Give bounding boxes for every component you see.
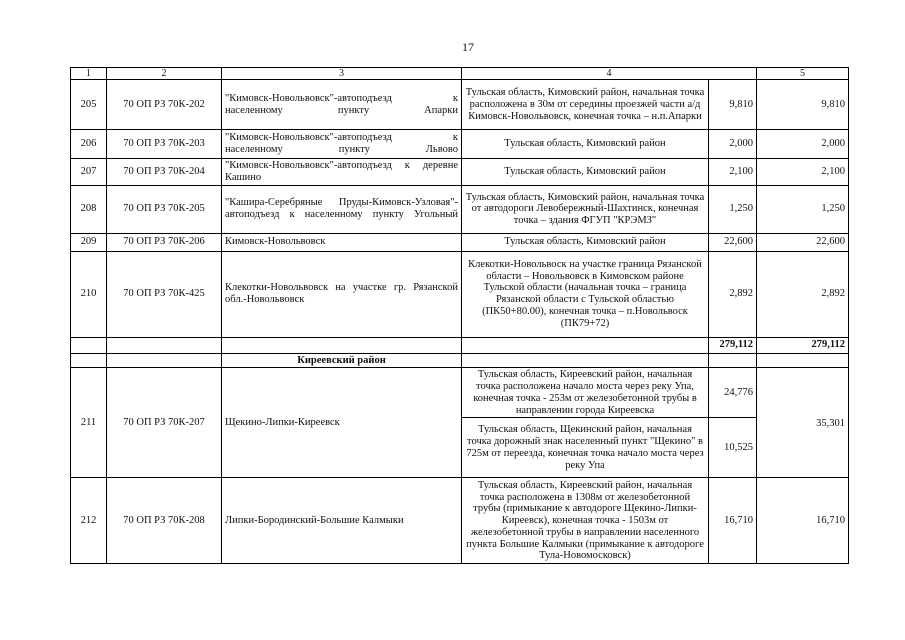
road-total: 2,000: [757, 130, 849, 159]
road-total: 22,600: [757, 233, 849, 251]
road-location: Тульская область, Киреевский район, начальная точка расположена начало моста через реку Упа, конечная точка - 253м от железобетонной трубы в направлении города Киреевска: [462, 368, 709, 418]
road-location: Тульская область, Кимовский район, начальная точка от автодороги Левобережный-Шахтинск, конечная точка – здания ФГУП "КРЭМЗ": [462, 185, 709, 233]
header-col-1: 1: [71, 68, 107, 80]
row-number: 207: [71, 159, 107, 186]
road-code: 70 ОП РЗ 70К-425: [107, 251, 222, 337]
road-length: 10,525: [709, 418, 757, 478]
road-name: Щекино-Липки-Киреевск: [222, 368, 462, 478]
road-code: 70 ОП РЗ 70К-206: [107, 233, 222, 251]
road-name: "Кимовск-Новольвовск"-автоподъезд к деревне Кашино: [222, 159, 462, 186]
road-length: 2,100: [709, 159, 757, 186]
road-total: 9,810: [757, 80, 849, 130]
road-length: 2,892: [709, 251, 757, 337]
road-location: Тульская область, Кимовский район: [462, 159, 709, 186]
road-total: 2,100: [757, 159, 849, 186]
header-col-2: 2: [107, 68, 222, 80]
header-col-4: 4: [462, 68, 757, 80]
header-col-5: 5: [757, 68, 849, 80]
page-number: 17: [462, 40, 474, 54]
road-length: 22,600: [709, 233, 757, 251]
table-row: [71, 368, 849, 418]
road-location: Клекотки-Новольвоск на участке граница Рязанской области – Новольвовск в Кимовском районе Тульской области (начальная точка – граница Рязанской области с Тульской областью (ПК50+80.00), конечная точка – п.Новольвоск (ПК79+72): [462, 251, 709, 337]
row-number: 205: [71, 80, 107, 130]
road-total: 16,710: [757, 478, 849, 564]
road-location: Тульская область, Кимовский район: [462, 233, 709, 251]
row-number: 206: [71, 130, 107, 159]
road-code: 70 ОП РЗ 70К-203: [107, 130, 222, 159]
table-row: [71, 251, 849, 337]
header-row: [71, 68, 849, 80]
road-location: Тульская область, Щекинский район, начальная точка дорожный знак населенный пункт "Щекино" в 725м от переезда, конечная точка начало моста через реку Упа: [462, 418, 709, 478]
table-row: [71, 159, 849, 186]
road-total: 1,250: [757, 185, 849, 233]
district-heading: Киреевский район: [222, 353, 462, 368]
road-length: 2,000: [709, 130, 757, 159]
road-code: 70 ОП РЗ 70К-208: [107, 478, 222, 564]
row-number: 209: [71, 233, 107, 251]
district-row: [71, 353, 849, 368]
road-code: 70 ОП РЗ 70К-207: [107, 368, 222, 478]
road-total: 2,892: [757, 251, 849, 337]
subtotal-length: 279,112: [709, 337, 757, 353]
table-row: [71, 185, 849, 233]
row-number: 211: [71, 368, 107, 478]
road-location: Тульская область, Кимовский район: [462, 130, 709, 159]
table-row: [71, 130, 849, 159]
road-code: 70 ОП РЗ 70К-202: [107, 80, 222, 130]
table-row: [71, 478, 849, 564]
road-name: "Кашира-Серебряные Пруды-Кимовск-Узловая"-автоподъезд к населенному пункту Угольный: [222, 185, 462, 233]
road-total: 35,301: [757, 368, 849, 478]
row-number: 212: [71, 478, 107, 564]
road-location: Тульская область, Кимовский район, начальная точка расположена в 30м от середины проезжей части а/д Кимовск-Новольвовск, конечная точка – н.п.Апарки: [462, 80, 709, 130]
table-row: [71, 80, 849, 130]
road-length: 9,810: [709, 80, 757, 130]
row-number: 210: [71, 251, 107, 337]
header-col-3: 3: [222, 68, 462, 80]
road-length: 16,710: [709, 478, 757, 564]
road-name: Клекотки-Новольвовск на участке гр. Рязанской обл.-Новольвовск: [222, 251, 462, 337]
road-name: "Кимовск-Новольвовск"-автоподъезд к населенному пункту Львово: [222, 130, 462, 159]
row-number: 208: [71, 185, 107, 233]
table-row: [71, 233, 849, 251]
road-name: Кимовск-Новольвовск: [222, 233, 462, 251]
road-code: 70 ОП РЗ 70К-205: [107, 185, 222, 233]
subtotal-row: [71, 337, 849, 353]
road-length: 24,776: [709, 368, 757, 418]
road-length: 1,250: [709, 185, 757, 233]
road-location: Тульская область, Киреевский район, начальная точка расположена в 1308м от железобетонной трубы (примыкание к автодороге Щекино-Липки-Киреевск), конечная точка - 1503м от железобетонной трубы в направлении населенного пункта Большие Калмыки (примыкание к автодороге Тула-Новомосковск): [462, 478, 709, 564]
subtotal-total: 279,112: [757, 337, 849, 353]
road-code: 70 ОП РЗ 70К-204: [107, 159, 222, 186]
road-name: "Кимовск-Новольвовск"-автоподъезд к населенному пункту Апарки: [222, 80, 462, 130]
roads-table: [70, 67, 849, 564]
road-name: Липки-Бородинский-Большие Калмыки: [222, 478, 462, 564]
